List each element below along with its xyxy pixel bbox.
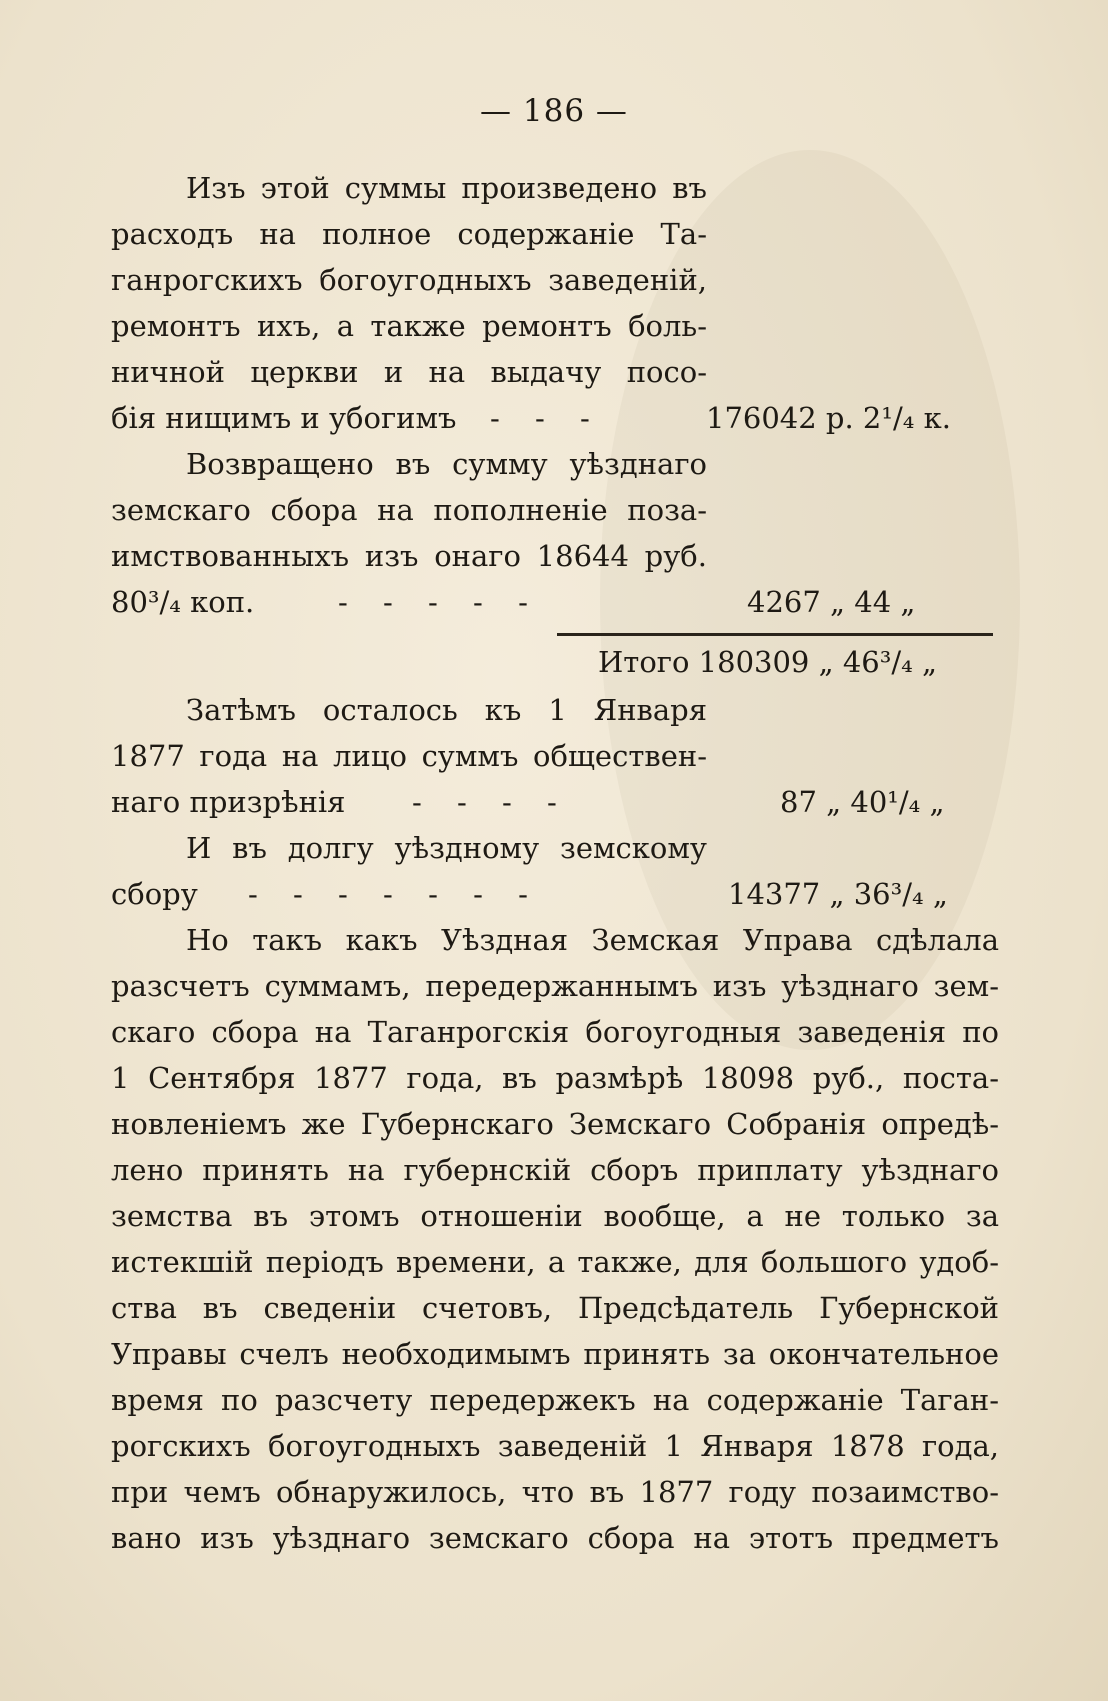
text-line: бія нищимъ и убогимъ — [111, 401, 457, 435]
sum-rule — [557, 633, 993, 636]
amount: 4267 „ 44 „ — [747, 585, 916, 619]
page-number: — 186 — — [480, 93, 628, 129]
text-line: Возвращено въ сумму уѣзднаго — [186, 447, 707, 481]
text-line: время по разсчету передержекъ на содержаніе Таган- — [111, 1383, 999, 1417]
leader-dashes: - - - - - — [338, 585, 528, 619]
text-line: имствованныхъ изъ онаго 18644 руб. — [111, 539, 707, 573]
text-line: расходъ на полное содержаніе Та- — [111, 217, 707, 251]
amount: 87 „ 40¹/₄ „ — [780, 785, 945, 819]
text-line: И въ долгу уѣздному земскому — [186, 831, 707, 865]
text-line: скаго сбора на Таганрогскія богоугодныя заведенія по — [111, 1015, 999, 1049]
amount: 14377 „ 36³/₄ „ — [728, 877, 948, 911]
text-line: ства въ сведеніи счетовъ, Предсѣдатель Губернской — [111, 1291, 999, 1325]
text-line: ремонтъ ихъ, а также ремонтъ боль- — [111, 309, 707, 343]
text-line: наго призрѣнія — [111, 785, 346, 819]
leader-dashes: - - - - — [412, 785, 557, 819]
amount: 176042 р. 2¹/₄ к. — [706, 401, 951, 435]
text-line: Затѣмъ осталось къ 1 Января — [186, 693, 707, 727]
text-line: 80³/₄ коп. — [111, 585, 255, 619]
text-line: Управы счелъ необходимымъ принять за окончательное — [111, 1337, 999, 1371]
text-line: разсчетъ суммамъ, передержаннымъ изъ уѣзднаго зем- — [111, 969, 999, 1003]
leader-dashes: - - - - - - - — [248, 877, 528, 911]
total-line: Итого 180309 „ 46³/₄ „ — [598, 645, 937, 679]
text-line: лено принять на губернскій сборъ приплату уѣзднаго — [111, 1153, 999, 1187]
text-line: 1 Сентября 1877 года, въ размѣрѣ 18098 руб., поста- — [111, 1061, 999, 1095]
text-line: новленіемъ же Губернскаго Земскаго Собранія опредѣ- — [111, 1107, 999, 1141]
text-line: при чемъ обнаружилось, что въ 1877 году позаимство- — [111, 1475, 999, 1509]
text-line: Изъ этой суммы произведено въ — [186, 171, 707, 205]
text-line: земскаго сбора на пополненіе поза- — [111, 493, 707, 527]
text-line: ганрогскихъ богоугодныхъ заведеній, — [111, 263, 707, 297]
text-line: ничной церкви и на выдачу посо- — [111, 355, 707, 389]
text-line: Но такъ какъ Уѣздная Земская Управа сдѣлала — [186, 923, 999, 957]
text-line: рогскихъ богоугодныхъ заведеній 1 Января 1878 года, — [111, 1429, 999, 1463]
text-line: вано изъ уѣзднаго земскаго сбора на этотъ предметъ — [111, 1521, 999, 1555]
text-line: истекшій періодъ времени, а также, для большого удоб- — [111, 1245, 999, 1279]
text-line: сбору — [111, 877, 198, 911]
leader-dashes: - - - — [490, 401, 590, 435]
text-line: земства въ этомъ отношеніи вообще, а не только за — [111, 1199, 999, 1233]
text-line: 1877 года на лицо суммъ обществен- — [111, 739, 707, 773]
